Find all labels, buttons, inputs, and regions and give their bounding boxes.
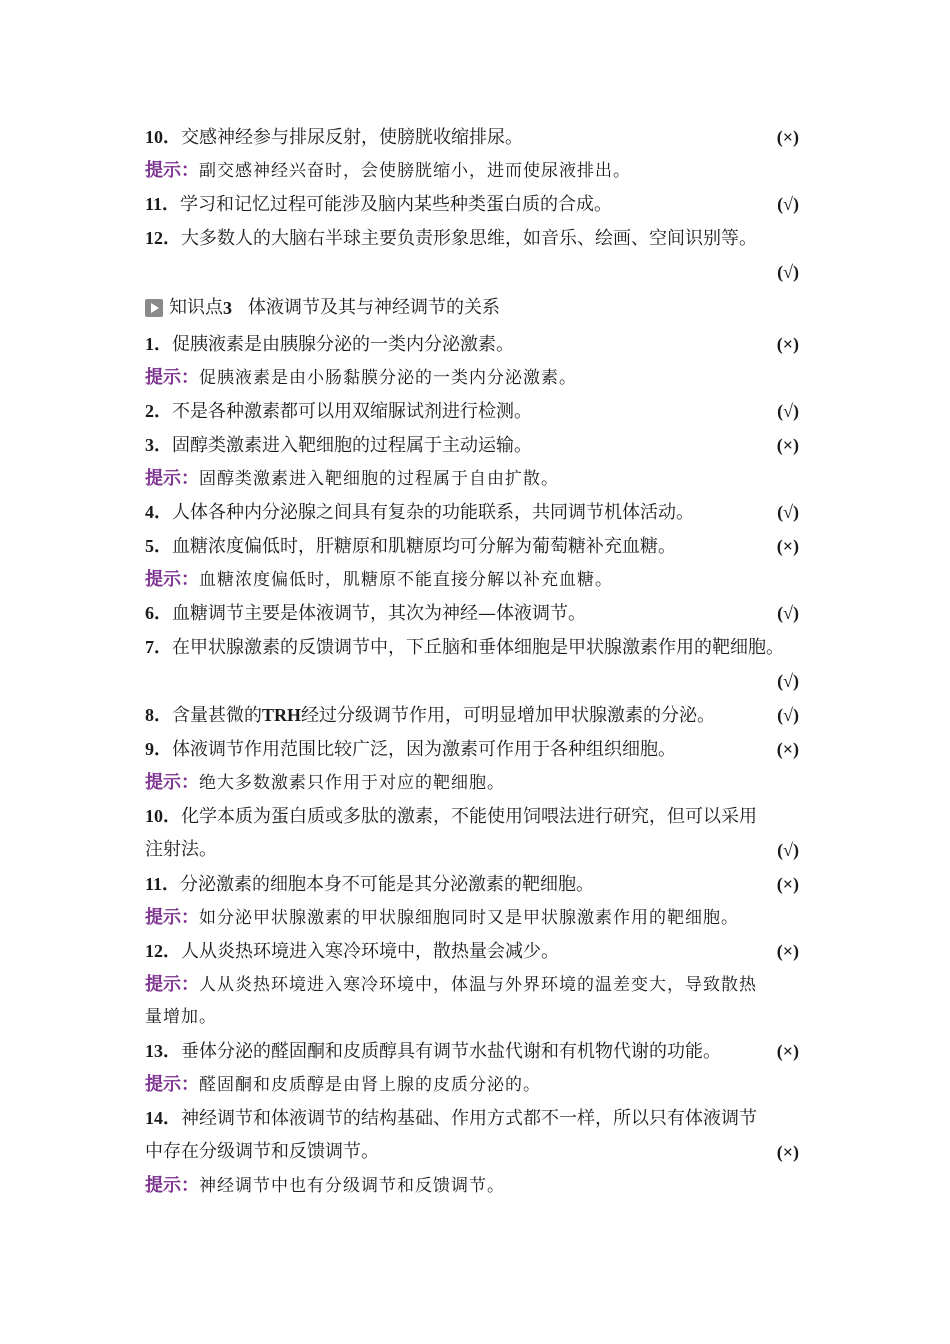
hint-text: 副交感神经兴奋时，会使膀胱缩小，进而使尿液排出。 [199, 161, 631, 181]
question-number: 13． [145, 1041, 181, 1061]
question-text: 学习和记忆过程可能涉及脑内某些种类蛋白质的合成。 [180, 194, 613, 215]
question-14-line2 [145, 1135, 807, 1169]
hint-9 [145, 766, 807, 799]
section-title: 体液调节及其与神经调节的关系 [248, 297, 500, 318]
question-number: 11． [145, 194, 181, 214]
question-text: 大多数人的大脑右半球主要负责形象思维，如音乐、绘画、空间识别等。 [181, 228, 757, 249]
question-number: 4． [145, 502, 172, 522]
question-12 [145, 934, 807, 968]
hint-3 [145, 462, 807, 495]
question-number: 6． [145, 603, 172, 623]
question-text: 固醇类激素进入靶细胞的过程属于主动运输。 [172, 435, 532, 456]
answer-mark: (×) [776, 334, 799, 354]
hint-text-line2: 量增加。 [145, 1007, 217, 1027]
question-9 [145, 732, 807, 766]
play-icon [145, 299, 163, 317]
question-10-line2 [145, 833, 807, 867]
question-5 [145, 529, 807, 563]
answer-mark: (×) [776, 941, 799, 961]
trh-abbreviation: TRH [262, 705, 302, 725]
question-text: 促胰液素是由胰腺分泌的一类内分泌激素。 [172, 334, 514, 355]
question-11-top [145, 187, 807, 221]
question-text: 人体各种内分泌腺之间具有复杂的功能联系，共同调节机体活动。 [172, 502, 694, 523]
hint-14 [145, 1169, 807, 1202]
question-text: 体液调节作用范围比较广泛，因为激素可作用于各种组织细胞。 [172, 739, 676, 760]
hint-text: 如分泌甲状腺激素的甲状腺细胞同时又是甲状腺激素作用的靶细胞。 [199, 908, 739, 928]
question-text-line2: 中存在分级调节和反馈调节。 [145, 1141, 379, 1162]
question-text: 分泌激素的细胞本身不可能是其分泌激素的靶细胞。 [180, 874, 595, 895]
hint-label: 提示： [145, 468, 199, 489]
hint-label: 提示： [145, 367, 199, 388]
hint-12-line2 [145, 1001, 807, 1034]
question-number: 10． [145, 806, 181, 826]
question-2 [145, 394, 807, 428]
hint-text: 神经调节中也有分级调节和反馈调节。 [199, 1176, 505, 1196]
hint-text: 促胰液素是由小肠黏膜分泌的一类内分泌激素。 [199, 368, 577, 388]
question-number: 8． [145, 705, 172, 725]
answer-mark: (×) [776, 739, 799, 759]
question-text: 垂体分泌的醛固酮和皮质醇具有调节水盐代谢和有机物代谢的功能。 [181, 1041, 721, 1062]
question-number: 12． [145, 941, 181, 961]
section-number: 3 [223, 298, 232, 318]
answer-mark: (√) [777, 603, 799, 623]
question-11 [145, 867, 807, 901]
question-number: 10． [145, 127, 181, 147]
question-text-line1: 化学本质为蛋白质或多肽的激素，不能使用饲喂法进行研究，但可以采用 [181, 806, 757, 827]
question-number: 3． [145, 435, 172, 455]
question-text: 在甲状腺激素的反馈调节中，下丘脑和垂体细胞是甲状腺激素作用的靶细胞。 [172, 637, 784, 658]
question-12-top [145, 221, 807, 255]
hint-12 [145, 968, 807, 1001]
question-10 [145, 799, 807, 833]
section-label: 知识点 [169, 297, 223, 318]
hint-text: 醛固酮和皮质醇是由肾上腺的皮质分泌的。 [199, 1075, 541, 1095]
question-7 [145, 630, 807, 664]
hint-11 [145, 901, 807, 934]
hint-label: 提示： [145, 1175, 199, 1196]
hint-13 [145, 1068, 807, 1101]
answer-mark: (√) [777, 262, 799, 282]
hint-label: 提示： [145, 569, 199, 590]
question-14 [145, 1101, 807, 1135]
question-4 [145, 495, 807, 529]
answer-mark: (√) [777, 671, 799, 691]
question-text-line1: 神经调节和体液调节的结构基础、作用方式都不一样，所以只有体液调节 [181, 1108, 757, 1129]
hint-label: 提示： [145, 907, 199, 928]
document-page [145, 120, 807, 1202]
question-8 [145, 698, 807, 732]
question-number: 7． [145, 637, 172, 657]
answer-mark: (√) [777, 502, 799, 522]
hint-5 [145, 563, 807, 596]
question-text: 人从炎热环境进入寒冷环境中，散热量会减少。 [181, 941, 559, 962]
answer-mark: (√) [777, 705, 799, 725]
question-text: 交感神经参与排尿反射，使膀胱收缩排尿。 [181, 127, 523, 148]
question-text-part-a: 含量甚微的 [172, 705, 262, 726]
answer-mark: (×) [776, 435, 799, 455]
answer-mark: (×) [776, 536, 799, 556]
answer-mark: (√) [777, 840, 799, 860]
hint-text: 固醇类激素进入靶细胞的过程属于自由扩散。 [199, 469, 559, 489]
hint-10-top [145, 154, 807, 187]
hint-1 [145, 361, 807, 394]
question-text: 血糖调节主要是体液调节，其次为神经—体液调节。 [172, 603, 586, 624]
question-text-part-b: 经过分级调节作用，可明显增加甲状腺激素的分泌。 [301, 705, 716, 726]
section-heading [145, 289, 807, 327]
answer-mark: (√) [777, 194, 799, 214]
hint-text-line1: 人从炎热环境进入寒冷环境中，体温与外界环境的温差变大，导致散热 [199, 975, 757, 995]
question-number: 5． [145, 536, 172, 556]
question-6 [145, 596, 807, 630]
question-number: 14． [145, 1108, 181, 1128]
question-number: 2． [145, 401, 172, 421]
question-1 [145, 327, 807, 361]
answer-mark: (×) [776, 1142, 799, 1162]
question-10-top [145, 120, 807, 154]
question-12-top-mark-line [145, 255, 807, 289]
question-number: 12． [145, 228, 181, 248]
question-text: 不是各种激素都可以用双缩脲试剂进行检测。 [172, 401, 532, 422]
answer-mark: (×) [776, 127, 799, 147]
question-7-mark-line [145, 664, 807, 698]
question-number: 9． [145, 739, 172, 759]
answer-mark: (×) [776, 1041, 799, 1061]
hint-text: 绝大多数激素只作用于对应的靶细胞。 [199, 773, 505, 793]
question-number: 11． [145, 874, 181, 894]
hint-label: 提示： [145, 772, 199, 793]
question-text: 血糖浓度偏低时，肝糖原和肌糖原均可分解为葡萄糖补充血糖。 [172, 536, 676, 557]
hint-label: 提示： [145, 160, 199, 181]
hint-label: 提示： [145, 974, 199, 995]
answer-mark: (√) [777, 401, 799, 421]
question-3 [145, 428, 807, 462]
question-text-line2: 注射法。 [145, 839, 217, 860]
question-13 [145, 1034, 807, 1068]
hint-label: 提示： [145, 1074, 199, 1095]
question-number: 1． [145, 334, 172, 354]
hint-text: 血糖浓度偏低时，肌糖原不能直接分解以补充血糖。 [199, 570, 613, 590]
answer-mark: (×) [776, 874, 799, 894]
